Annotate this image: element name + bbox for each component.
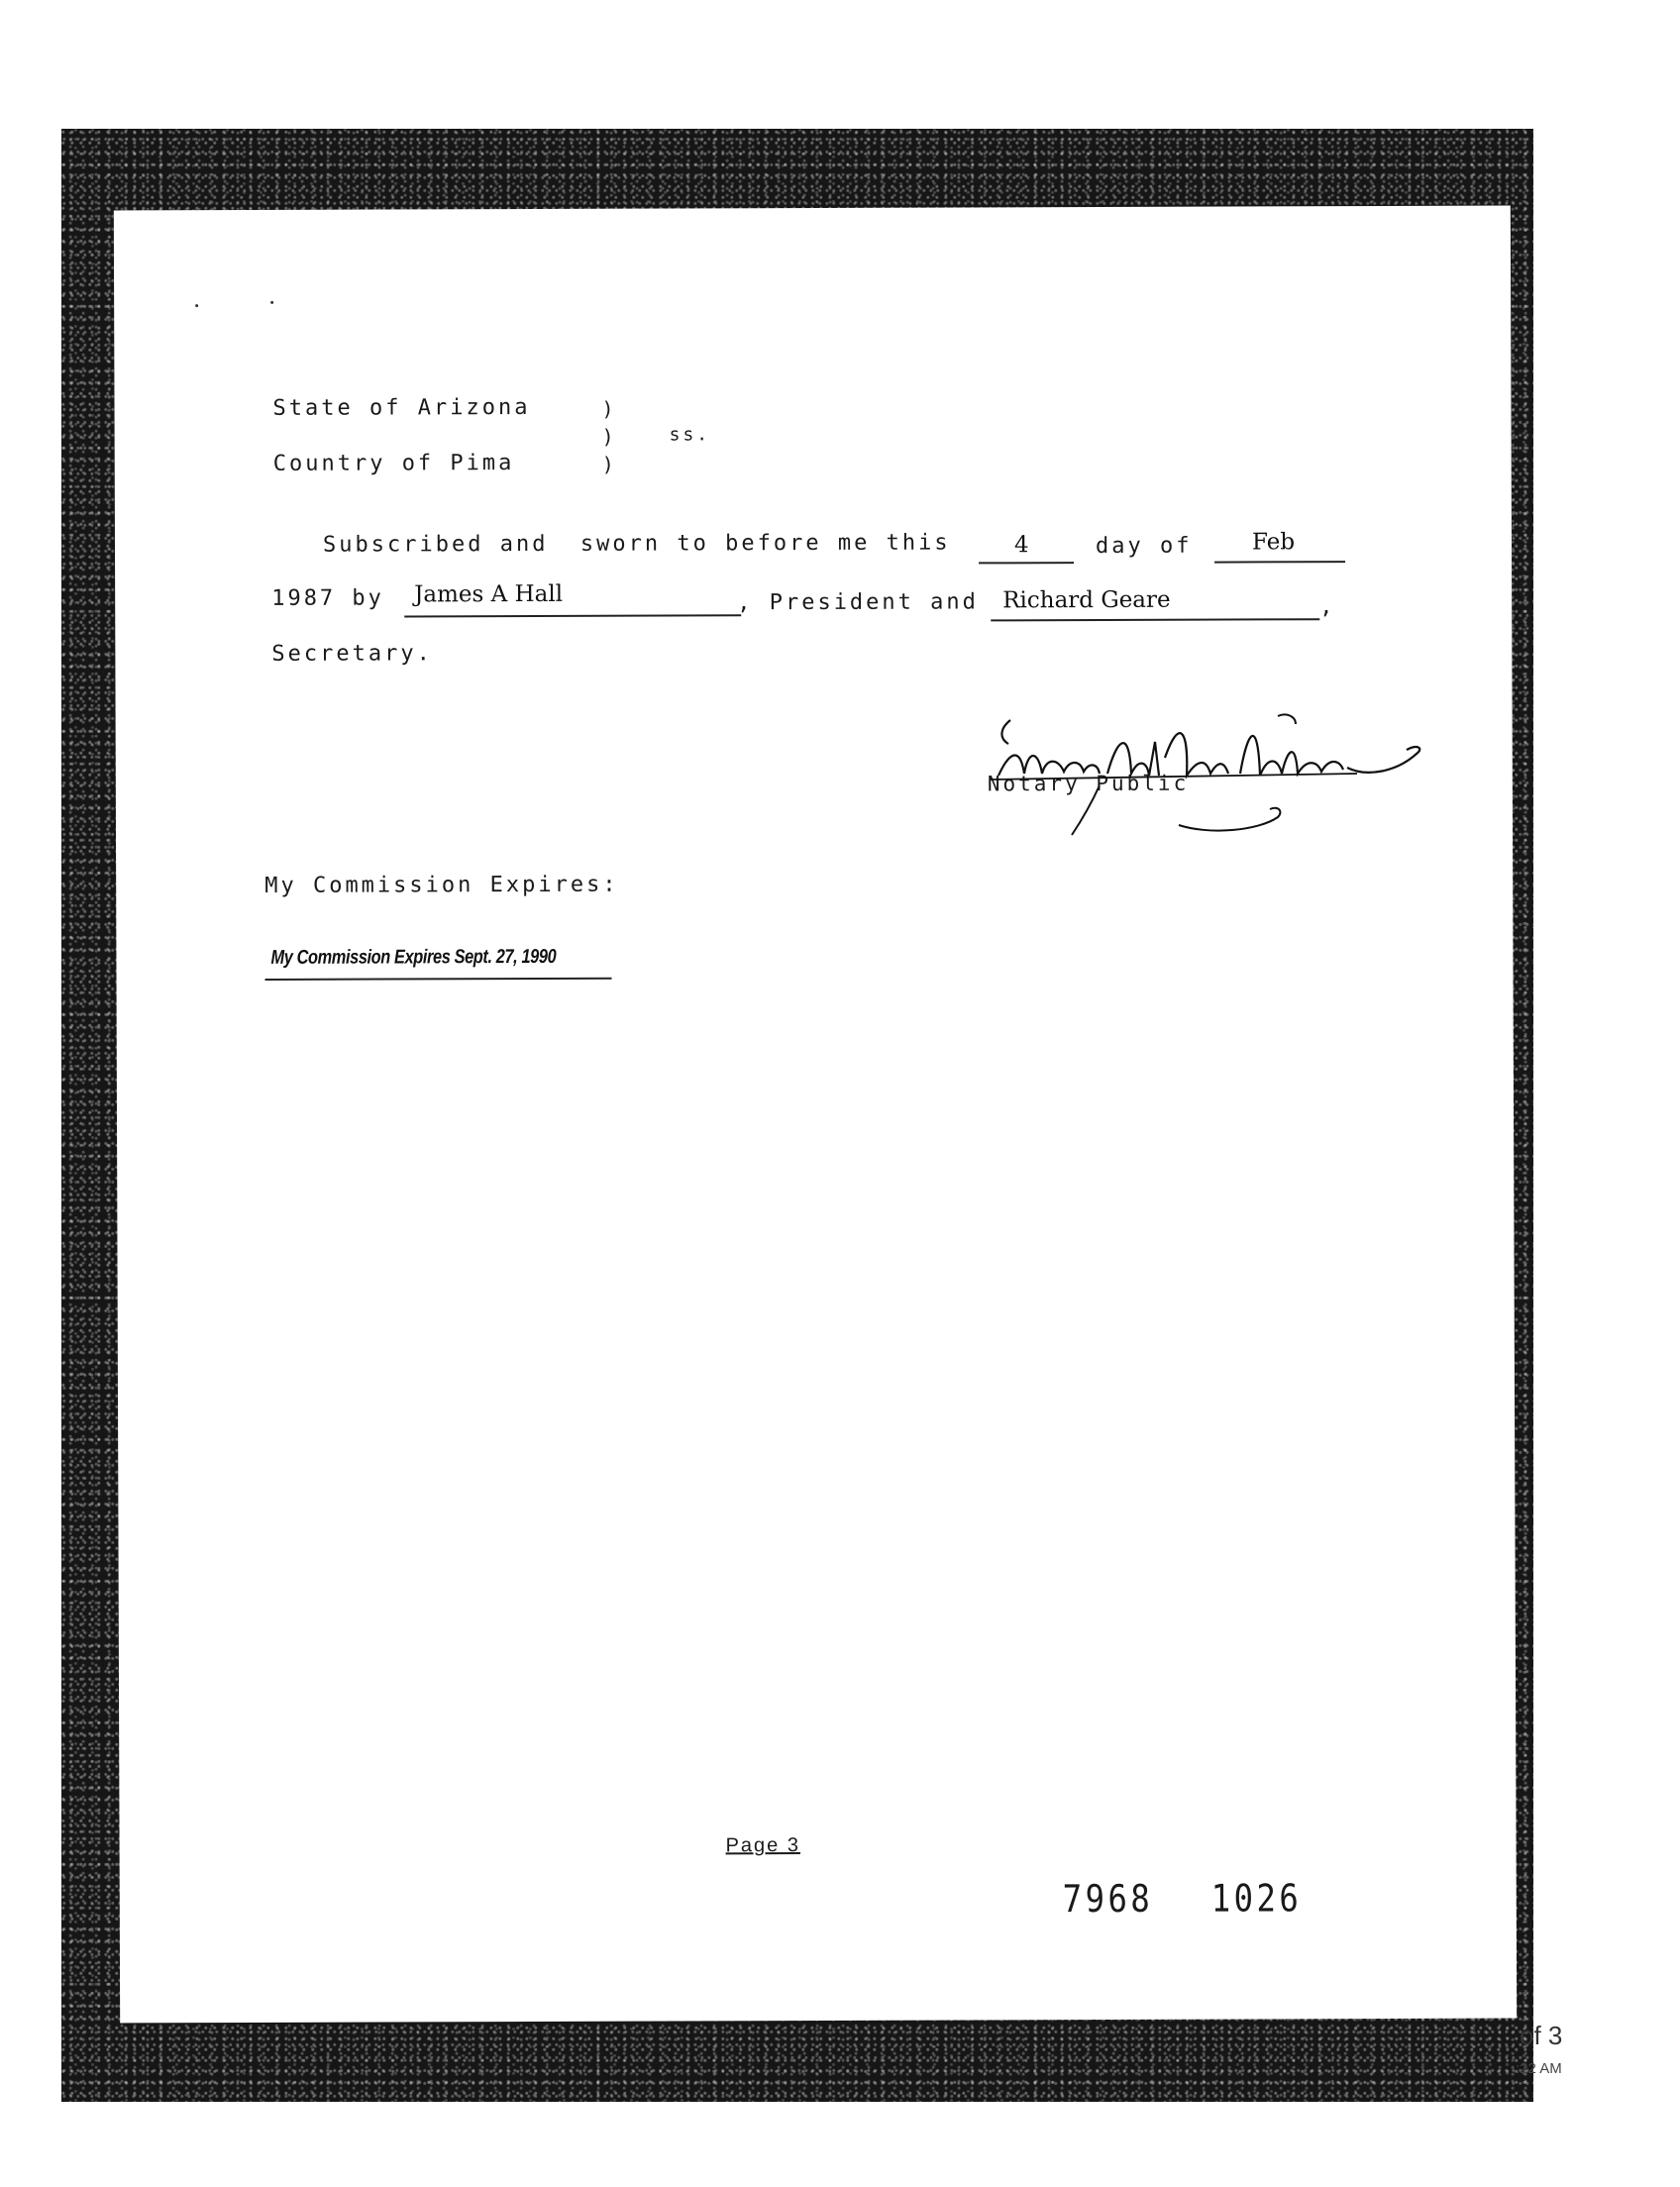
notary-public-label: Notary Public <box>987 771 1190 796</box>
print-time-text: :22 AM <box>1516 2060 1562 2077</box>
edge-mark-2: D <box>1494 1121 1510 1146</box>
edge-mark-1: D <box>1496 1046 1512 1071</box>
commission-underline <box>265 978 612 981</box>
name-2-blank <box>991 618 1319 621</box>
trailing-comma: , <box>1319 594 1336 620</box>
scan-speck <box>195 304 198 307</box>
name-1-value: James A Hall <box>414 580 564 608</box>
commission-label: My Commission Expires: <box>264 872 619 898</box>
county-line: Country of Pima <box>272 451 515 476</box>
notary-signature <box>981 698 1436 847</box>
day-of-text: day of <box>1095 533 1193 560</box>
state-line: State of Arizona <box>272 394 531 421</box>
month-value: Feb <box>1251 529 1296 556</box>
scan-speck <box>270 301 273 304</box>
year-by-text: 1987 by <box>271 585 384 611</box>
venue-bracket: ) <box>601 424 614 449</box>
president-text: , President and <box>737 589 979 616</box>
ss-abbreviation: ss. <box>669 424 711 446</box>
month-blank <box>1214 561 1345 563</box>
venue-bracket: ) <box>601 452 614 476</box>
page-count-text: of 3 <box>1520 2021 1563 2050</box>
document-number-1: 7968 <box>1062 1876 1154 1922</box>
day-blank <box>979 562 1074 564</box>
commission-stamp: My Commission Expires Sept. 27, 1990 <box>270 945 557 969</box>
name-1-blank <box>404 614 741 617</box>
venue-bracket: ) <box>601 396 614 421</box>
name-2-value: Richard Geare <box>1002 586 1171 614</box>
document-page <box>114 206 1517 2024</box>
subscribed-text: Subscribed and sworn to before me this <box>322 530 951 558</box>
document-number-2: 1026 <box>1210 1876 1303 1921</box>
page-label: Page 3 <box>725 1834 801 1857</box>
secretary-text: Secretary. <box>271 641 433 667</box>
day-value: 4 <box>1013 532 1029 559</box>
